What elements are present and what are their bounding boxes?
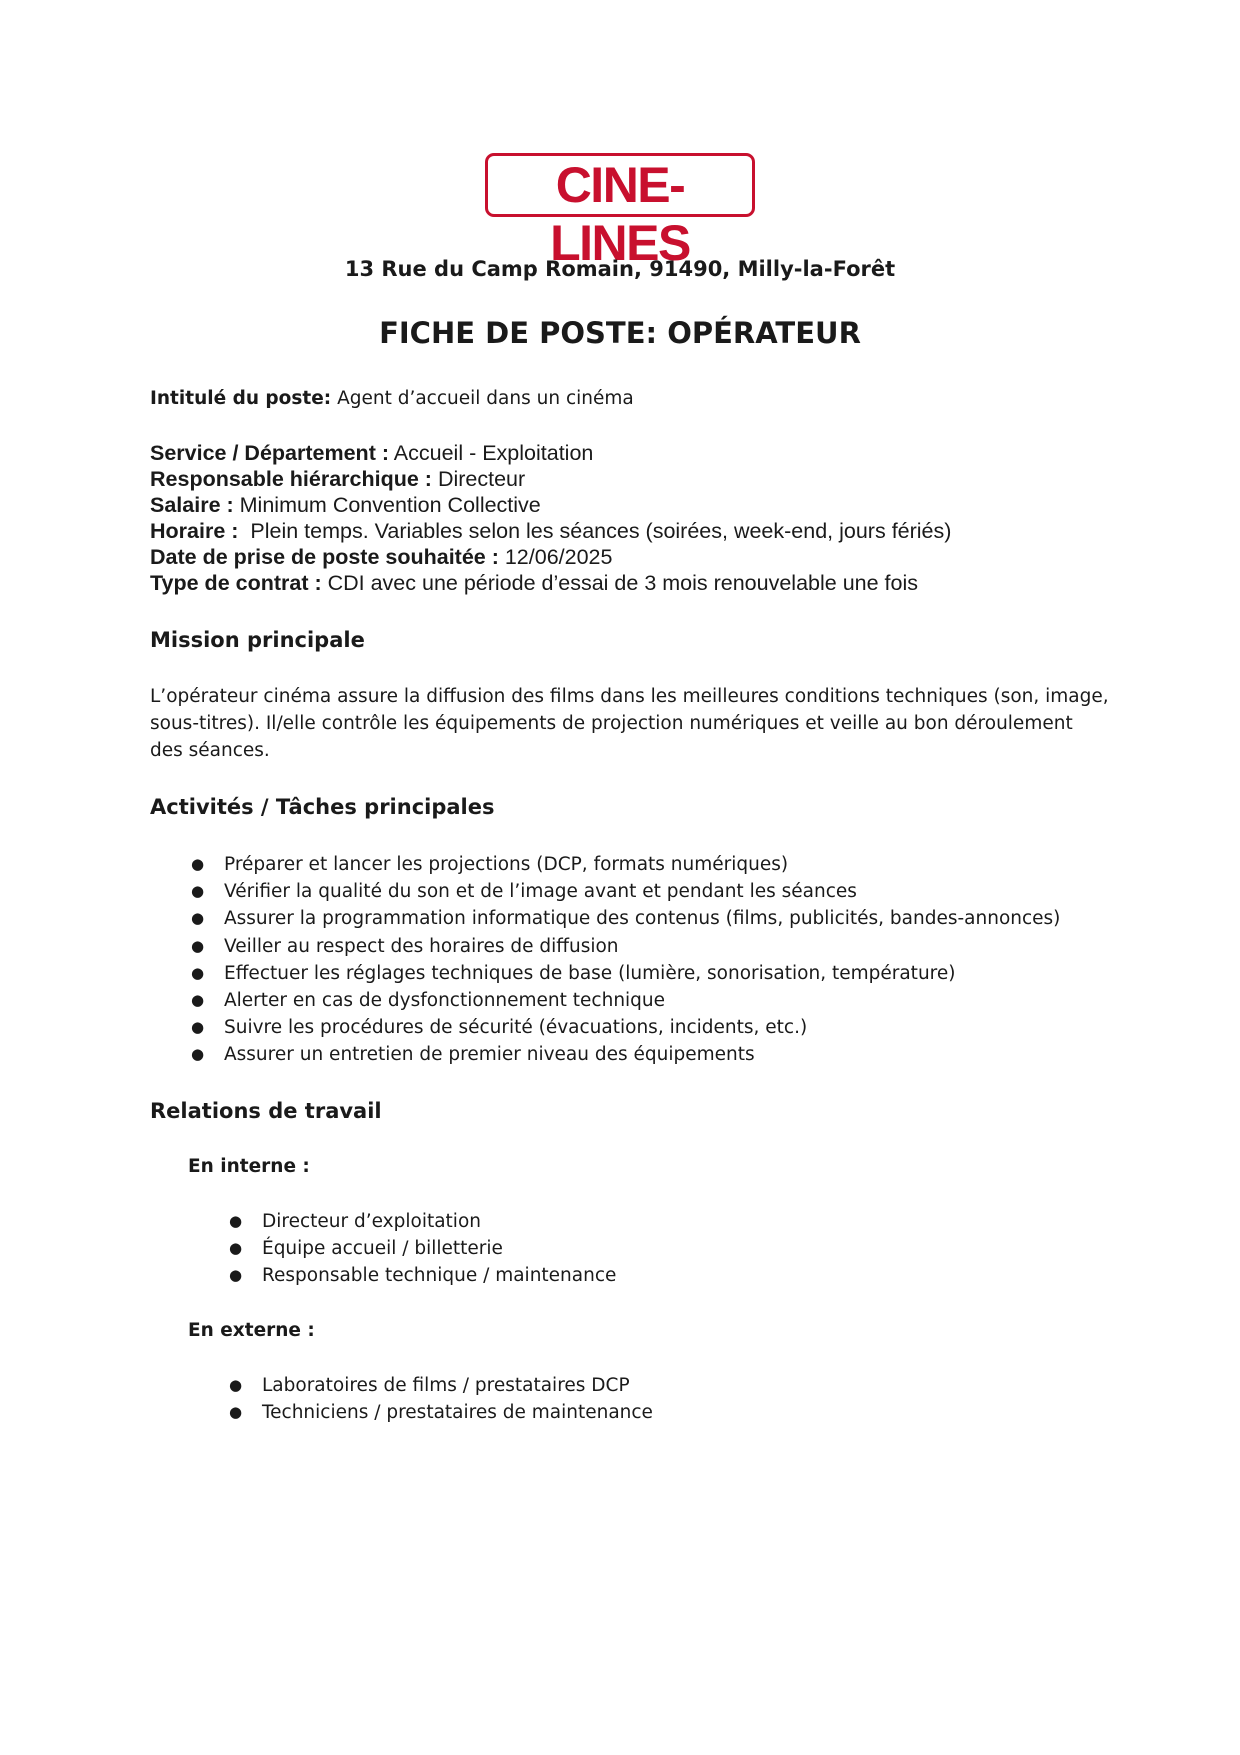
info-value: Directeur <box>431 467 526 491</box>
company-address: 13 Rue du Camp Romain, 91490, Milly-la-Forêt <box>344 257 896 281</box>
internal-relations-list <box>150 1208 1110 1290</box>
info-manager <box>150 466 1110 492</box>
bullet-icon: ● <box>191 963 205 982</box>
list-item-text: Assurer la programmation informatique des contenus (films, publicités, bandes-annonces) <box>224 908 1061 930</box>
bullet-icon: ● <box>229 1376 243 1395</box>
list-item <box>191 878 1110 905</box>
list-item <box>229 1399 1110 1426</box>
list-item <box>191 960 1110 987</box>
cine-lines-logo: CINE-LINES <box>485 153 755 217</box>
info-schedule <box>150 518 1110 544</box>
info-label: Date de prise de poste souhaitée : <box>150 545 499 569</box>
info-salary <box>150 492 1110 518</box>
info-label: Responsable hiérarchique : <box>150 467 432 491</box>
bullet-icon: ● <box>191 991 205 1010</box>
list-item-text: Suivre les procédures de sécurité (évacuations, incidents, etc.) <box>224 1017 808 1039</box>
list-item-text: Veiller au respect des horaires de diffusion <box>224 935 619 957</box>
list-item <box>229 1235 1110 1262</box>
bullet-icon: ● <box>191 855 205 873</box>
list-item <box>229 1372 1110 1399</box>
list-item <box>191 933 1110 960</box>
bullet-icon: ● <box>191 1018 205 1037</box>
job-title-label: Intitulé du poste: <box>150 388 332 409</box>
relations-heading: Relations de travail <box>150 1098 382 1123</box>
list-item-text: Assurer un entretien de premier niveau des équipements <box>224 1044 755 1066</box>
internal-relations-label: En interne : <box>188 1155 310 1177</box>
info-value: Plein temps. Variables selon les séances (soirées, week-end, jours fériés) <box>238 519 952 543</box>
list-item <box>229 1208 1110 1235</box>
info-start-date <box>150 544 1110 570</box>
list-item-text: Équipe accueil / billetterie <box>262 1237 503 1259</box>
list-item <box>191 1041 1110 1068</box>
list-item-text: Laboratoires de films / prestataires DCP <box>262 1375 630 1397</box>
bullet-icon: ● <box>191 882 205 901</box>
document-body <box>150 385 1110 1427</box>
bullet-icon: ● <box>229 1238 243 1257</box>
info-service <box>150 440 1110 466</box>
list-item-text: Vérifier la qualité du son et de l’image avant et pendant les séances <box>224 881 857 903</box>
info-contract-type <box>150 570 1110 596</box>
job-title-line <box>150 385 1110 412</box>
info-label: Salaire : <box>150 493 234 517</box>
list-item-text: Alerter en cas de dysfonctionnement technique <box>224 990 666 1012</box>
info-value: 12/06/2025 <box>498 545 613 569</box>
external-relations-list <box>150 1372 1110 1426</box>
page-title: FICHE DE POSTE: OPÉRATEUR <box>379 316 861 350</box>
tasks-list <box>150 851 1110 1069</box>
list-item <box>191 905 1110 932</box>
list-item-text: Techniciens / prestataires de maintenance <box>262 1402 653 1424</box>
info-value: Accueil - Exploitation <box>389 441 594 465</box>
info-label: Type de contrat : <box>150 571 322 595</box>
tasks-heading: Activités / Tâches principales <box>150 795 495 819</box>
list-item <box>191 987 1110 1014</box>
list-item <box>191 851 1110 878</box>
list-item <box>229 1262 1110 1289</box>
list-item-text: Directeur d’exploitation <box>262 1210 481 1232</box>
bullet-icon: ● <box>229 1211 243 1230</box>
bullet-icon: ● <box>191 1045 205 1064</box>
bullet-icon: ● <box>229 1403 243 1422</box>
bullet-icon: ● <box>191 909 205 928</box>
list-item-text: Préparer et lancer les projections (DCP, formats numériques) <box>224 854 789 875</box>
mission-text: L’opérateur cinéma assure la diffusion des films dans les meilleures conditions techniques (son, image, sous-titres). Il/elle contrôle les équipements de projection numériques et veille au bon déroulement des séances. <box>150 686 1109 761</box>
job-info-block <box>150 440 1110 596</box>
list-item-text: Responsable technique / maintenance <box>262 1265 617 1287</box>
bullet-icon: ● <box>191 936 205 955</box>
external-relations-label: En externe : <box>188 1320 315 1342</box>
info-label: Horaire : <box>150 519 239 543</box>
info-label: Service / Département : <box>150 441 389 465</box>
job-title-value: Agent d’accueil dans un cinéma <box>331 388 634 409</box>
info-value: CDI avec une période d’essai de 3 mois renouvelable une fois <box>321 571 919 595</box>
mission-heading: Mission principale <box>150 628 365 652</box>
list-item-text: Effectuer les réglages techniques de base (lumière, sonorisation, température) <box>224 962 956 984</box>
list-item <box>191 1014 1110 1041</box>
info-value: Minimum Convention Collective <box>233 493 541 517</box>
bullet-icon: ● <box>229 1266 243 1285</box>
